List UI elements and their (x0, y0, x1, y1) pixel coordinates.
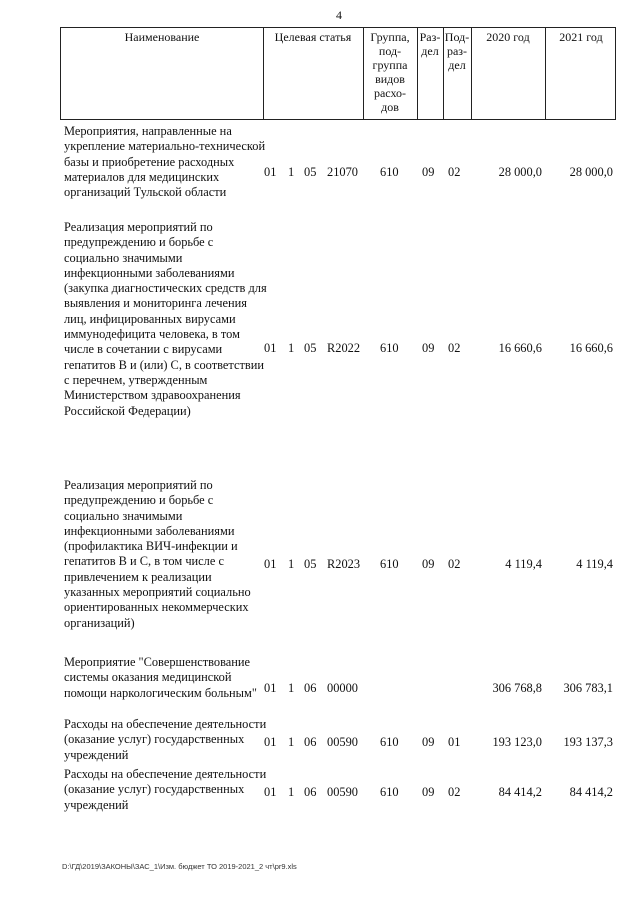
row-target-4: 21070 (327, 165, 358, 179)
row-2020: 16 660,6 (498, 341, 542, 355)
row-2021: 28 000,0 (569, 165, 613, 179)
row-2020: 28 000,0 (498, 165, 542, 179)
page-number: 4 (336, 8, 342, 22)
row-group: 610 (380, 785, 399, 799)
row-subsection: 02 (448, 165, 461, 179)
row-target-1: 01 (264, 735, 277, 749)
row-target-1: 01 (264, 785, 277, 799)
row-2020: 84 414,2 (498, 785, 542, 799)
row-name: Расходы на обеспечение деятельности (оказание услуг) государственных учреждений (64, 717, 267, 762)
row-target-1: 01 (264, 557, 277, 571)
header-target: Целевая статья (274, 30, 352, 44)
row-2020: 306 768,8 (492, 681, 542, 695)
row-target-4: R2023 (327, 557, 361, 571)
row-target-3: 06 (304, 681, 317, 695)
row-name: Реализация мероприятий по предупреждению и борьбе с социально значимыми инфекционными заболеваниями (закупка диагностических средств для выявления и мониторинга лечения лиц, инфицированных вирусами иммунодефицита человека, в том числе в сочетании с вирусами гепатитов В и (или) С, в соответствии с перечнем, утвержденным Министерством здравоохранения Российской Федерации) (64, 220, 267, 418)
row-target-3: 06 (304, 785, 317, 799)
row-target-3: 05 (304, 165, 317, 179)
file-path-footer: D:\ГД\2019\ЗАКОНЫ\ЗАС_1\Изм. бюджет ТО 2019-2021_2 чт\pr9.xls (62, 862, 297, 871)
row-section: 09 (422, 735, 435, 749)
row-target-4: 00590 (327, 785, 358, 799)
row-target-1: 01 (264, 165, 277, 179)
row-section: 09 (422, 341, 435, 355)
row-2020: 193 123,0 (492, 735, 542, 749)
row-name: Расходы на обеспечение деятельности (оказание услуг) государственных учреждений (64, 767, 267, 812)
row-target-2: 1 (288, 681, 295, 695)
row-name: Мероприятие "Совершенствование системы оказания медицинской помощи наркологическим больным" (64, 655, 257, 700)
row-subsection: 02 (448, 341, 461, 355)
row-target-1: 01 (264, 681, 277, 695)
row-2021: 84 414,2 (569, 785, 613, 799)
row-target-3: 05 (304, 557, 317, 571)
header-subsection: Под- раз- дел (444, 30, 470, 72)
header-2021: 2021 год (559, 30, 603, 44)
row-target-4: R2022 (327, 341, 361, 355)
row-2021: 306 783,1 (563, 681, 613, 695)
row-target-2: 1 (288, 341, 295, 355)
row-section: 09 (422, 165, 435, 179)
row-2021: 193 137,3 (563, 735, 613, 749)
row-2020: 4 119,4 (505, 557, 542, 571)
row-name: Реализация мероприятий по предупреждению и борьбе с социально значимыми инфекционными заболеваниями (профилактика ВИЧ-инфекции и гепатитов В и С, в том числе с привлечением к реализации указанных мероприятий социально ориентированных некоммерческих организаций) (64, 478, 251, 630)
row-section: 09 (422, 557, 435, 571)
header-group: Группа, под- группа видов расхо- дов (370, 30, 410, 114)
row-2021: 4 119,4 (576, 557, 613, 571)
table-header (60, 27, 616, 120)
row-name: Мероприятия, направленные на укрепление материально-технической базы и приобретение расходных материалов для медицинских организаций Тульской области (64, 124, 266, 200)
row-target-2: 1 (288, 735, 295, 749)
row-target-4: 00590 (327, 735, 358, 749)
row-group: 610 (380, 341, 399, 355)
header-2020: 2020 год (486, 30, 530, 44)
row-target-1: 01 (264, 341, 277, 355)
header-section: Раз- дел (419, 30, 441, 58)
row-target-2: 1 (288, 557, 295, 571)
row-target-2: 1 (288, 165, 295, 179)
row-subsection: 01 (448, 735, 461, 749)
row-target-2: 1 (288, 785, 295, 799)
row-group: 610 (380, 557, 399, 571)
row-section: 09 (422, 785, 435, 799)
row-subsection: 02 (448, 785, 461, 799)
row-target-3: 06 (304, 735, 317, 749)
row-target-4: 00000 (327, 681, 358, 695)
header-name: Наименование (124, 30, 200, 44)
row-2021: 16 660,6 (569, 341, 613, 355)
row-group: 610 (380, 165, 399, 179)
row-subsection: 02 (448, 557, 461, 571)
row-group: 610 (380, 735, 399, 749)
row-target-3: 05 (304, 341, 317, 355)
